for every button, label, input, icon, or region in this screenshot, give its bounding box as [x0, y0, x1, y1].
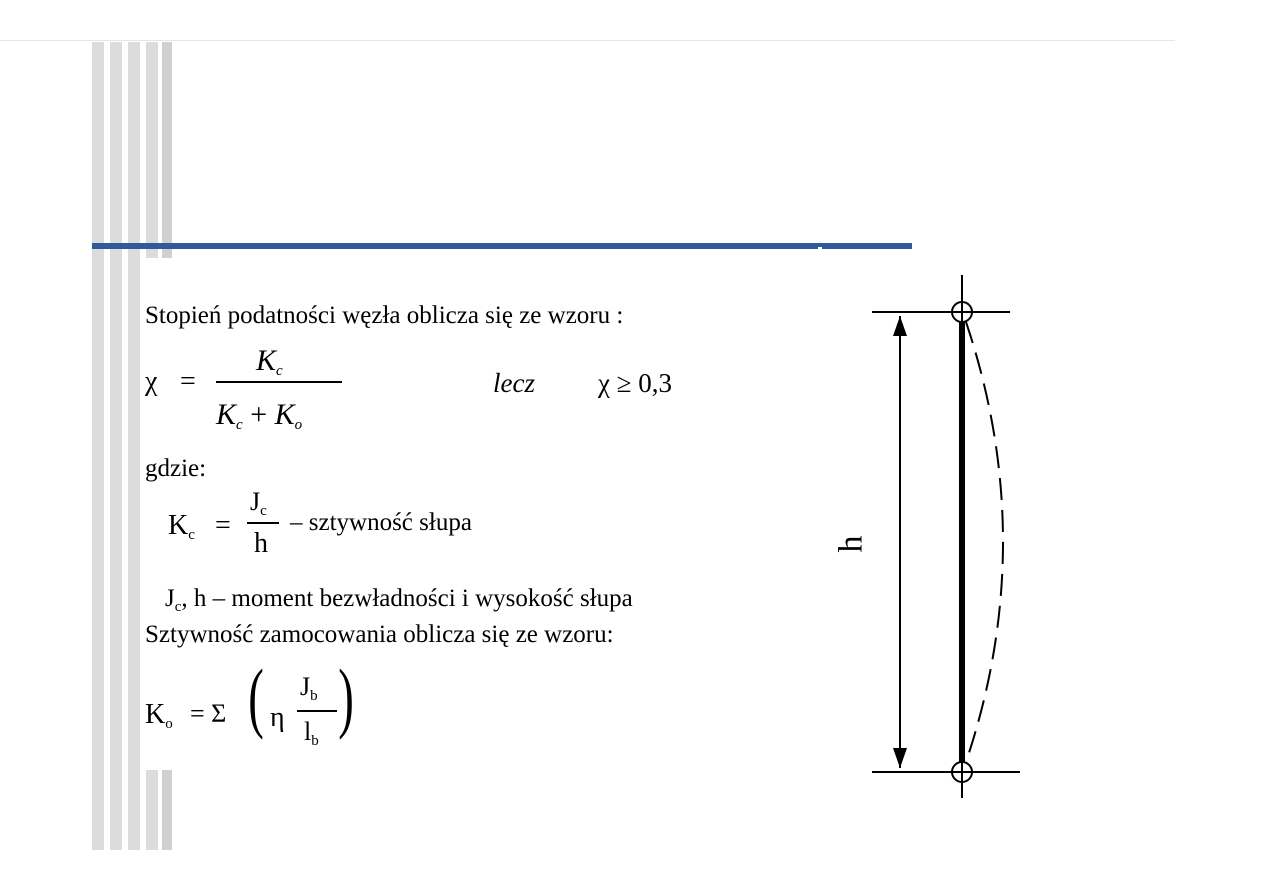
ko-denominator: $l_b$ [304, 717, 319, 749]
sztywnosc-intro: Sztywność zamocowania oblicza się ze wzoru: [145, 621, 614, 648]
chi-condition: χ ≥ 0,3 [598, 368, 673, 398]
lecz-label: lecz [493, 368, 535, 398]
kc-description: – sztywność słupa [290, 509, 472, 536]
intro-text: Stopień podatności węzła oblicza się ze wzoru : [145, 302, 624, 329]
gdzie-label: gdzie: [145, 455, 207, 482]
ko-paren-open: ( [248, 653, 264, 740]
kc-lhs: $K_c$ [168, 510, 195, 543]
chi-symbol: χ [145, 366, 158, 397]
chi-denominator: $K_c + K_o$ [216, 398, 303, 433]
chi-equals: = [180, 366, 196, 397]
ko-eta: η [270, 702, 285, 733]
jc-h-description: $J_c$, h – moment bezwładności i wysokość słupa [165, 585, 633, 615]
kc-numerator: $J_c$ [250, 487, 267, 519]
kc-equals: = [215, 510, 231, 541]
ko-equals-sum: = Σ [190, 699, 227, 728]
ko-paren-close: ) [338, 653, 354, 740]
kc-denominator: h [254, 528, 268, 559]
chi-numerator: $K_c$ [256, 344, 283, 379]
dimension-h-label: h [832, 535, 870, 553]
ko-lhs: $K_o$ [145, 699, 173, 732]
ko-numerator: $J_b$ [300, 672, 318, 704]
